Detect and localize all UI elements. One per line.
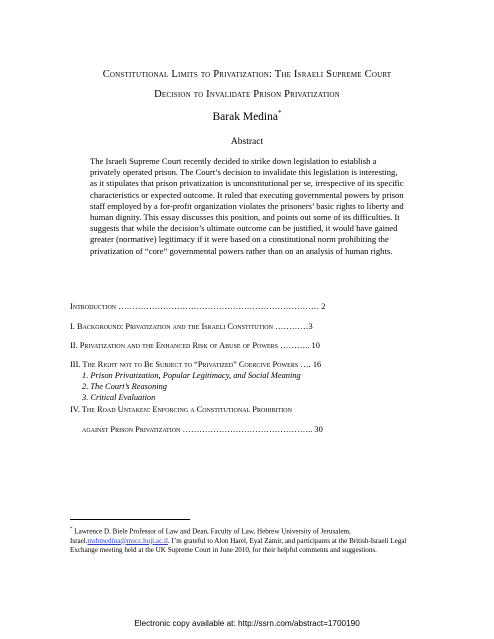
toc-entry-introduction: Introduction ……………………………………………………………… 2 <box>70 302 326 311</box>
footnote-text-2: . I’m grateful to Alon Harel, Eyal Zamir, and participants at the British-Israeli Legal Exchange meeting held at the UK Supreme Court in June 2010, for their helpful comments and suggestions. <box>70 536 407 554</box>
abstract-body: The Israeli Supreme Court recently decided to strike down legislation to establish a privately operated prison. The Court’s decision to invalidate this legislation is interesting, as it stipulates that prison privatization is unconstitutional per se, irrespective of its specific characteristics or expected outcome. It ruled that executing governmental powers by prison staff employed by a for-profit organization violates the prisoners’ basic rights to liberty and human dignity. This essay discusses this position, and points out some of its difficulties. It suggests that while the decision’s ultimate outcome can be justified, it would have gained greater (normative) legitimacy if it were based on a constitutional norm prohibiting the privatization of “core” governmental powers rather than on an analysis of human rights. <box>90 156 404 256</box>
footnote <box>70 525 430 555</box>
footnote-separator <box>70 519 190 520</box>
toc-subentry-1: 1. Prison Privatization, Popular Legitimacy, and Social Meaning <box>82 371 301 380</box>
toc-entry-background: I. Background: Privatization and the Israeli Constitution …………3 <box>70 322 313 331</box>
paper-title-line-2: Decision to Invalidate Prison Privatization <box>154 89 340 100</box>
toc-entry-enhanced-risk: II. Privatization and the Enhanced Risk of Abuse of Powers ……….. 10 <box>70 341 320 350</box>
footnote-mark: * <box>70 527 73 532</box>
author-text: Barak Medina <box>212 110 278 123</box>
toc-subentry-2: 2. The Court’s Reasoning <box>82 382 167 391</box>
footnote-text-1: Lawrence D. Biele Professor of Law and Dean, Faculty of Law, Hebrew University of Jerusalem, Israel. <box>70 527 351 545</box>
toc-subentry-3: 3. Critical Evaluation <box>82 393 156 402</box>
toc-entry-road-untaken: IV. The Road Untaken: Enforcing a Constitutional Prohibition <box>70 405 292 414</box>
author-name <box>0 109 494 123</box>
ssrn-footer: Electronic copy available at: http://ssrn.com/abstract=1700190 <box>134 619 360 628</box>
paper-title-line-1: Constitutional Limits to Privatization: The Israeli Supreme Court <box>102 69 392 80</box>
toc-entry-privatized-powers: III. The Right not to Be Subject to “Privatized” Coercive Powers …. 16 <box>70 360 322 369</box>
footnote-email-link[interactable]: msbmedina@mscc.huji.ac.il <box>87 536 168 545</box>
author-footnote-mark: * <box>277 109 282 117</box>
toc-entry-road-untaken-cont: against Prison Privatization ……………………………………….. 30 <box>82 425 323 434</box>
abstract-heading: Abstract <box>230 137 264 147</box>
table-of-contents <box>70 302 440 462</box>
